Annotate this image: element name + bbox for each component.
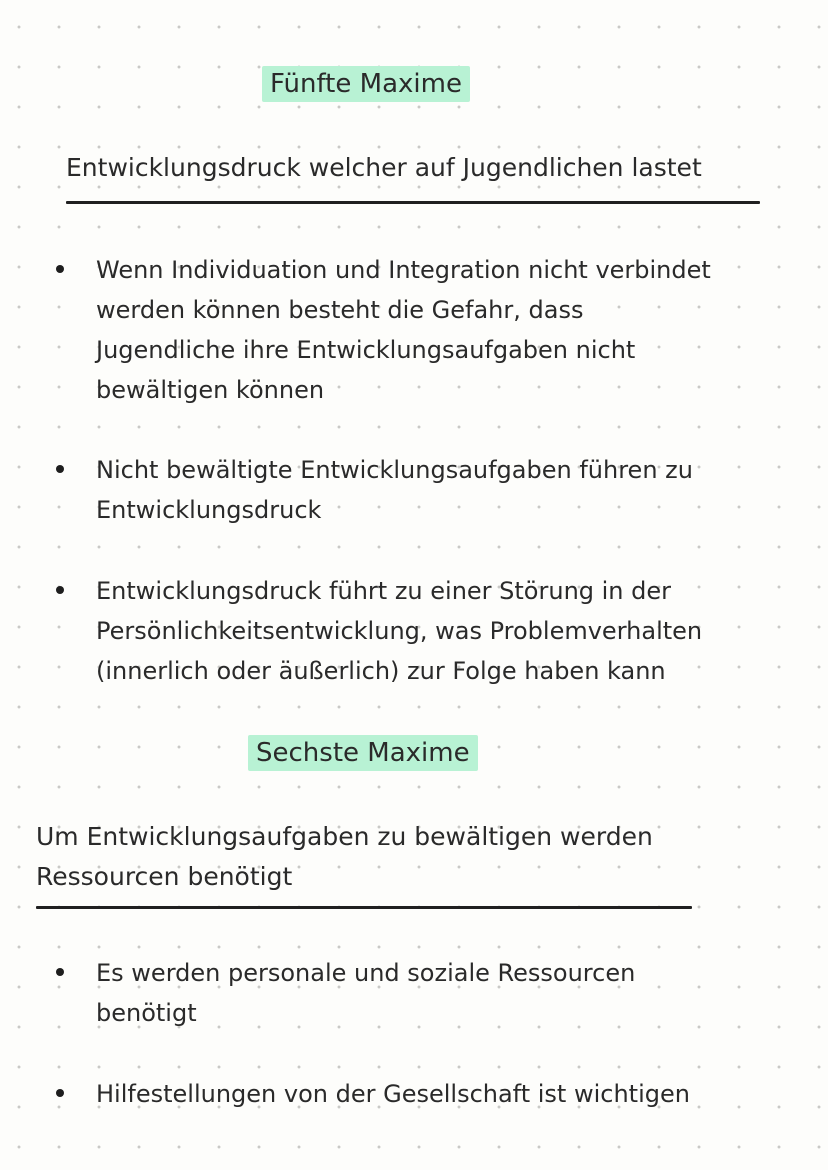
list-item: [96, 1074, 690, 1114]
list-item-line: Hilfestellungen von der Gesellschaft ist wichtigen: [96, 1080, 690, 1108]
list-item-line: Entwicklungsdruck: [96, 496, 322, 524]
subtitle-line: Um Entwicklungsaufgaben zu bewältigen werden: [36, 822, 653, 851]
list-item-line: Entwicklungsdruck führt zu einer Störung in der: [96, 577, 672, 605]
divider: [36, 906, 692, 909]
list-item-line: (innerlich oder äußerlich) zur Folge haben kann: [96, 657, 666, 685]
list-item-line: werden können besteht die Gefahr, dass: [96, 296, 584, 324]
bullet-point: [56, 1089, 64, 1097]
list-item: [96, 571, 702, 691]
bullet-point: [56, 586, 64, 594]
list-item: [96, 450, 693, 530]
list-item-line: Nicht bewältigte Entwicklungsaufgaben führen zu: [96, 456, 693, 484]
section-heading-fifth-maxim: Fünfte Maxime: [262, 66, 470, 102]
section-heading-sixth-maxim: Sechste Maxime: [248, 735, 478, 771]
bullet-point: [56, 968, 64, 976]
bullet-point: [56, 465, 64, 473]
list-item: [96, 953, 635, 1033]
list-item-line: Wenn Individuation und Integration nicht verbindet: [96, 256, 711, 284]
list-item: [96, 250, 711, 410]
section-subtitle: Entwicklungsdruck welcher auf Jugendlichen lastet: [66, 153, 702, 182]
list-item-line: bewältigen können: [96, 376, 325, 404]
list-item-line: Es werden personale und soziale Ressourcen: [96, 959, 636, 987]
list-item-line: Jugendliche ihre Entwicklungsaufgaben nicht: [96, 336, 636, 364]
subtitle-line: Ressourcen benötigt: [36, 862, 293, 891]
list-item-line: Persönlichkeitsentwicklung, was Problemverhalten: [96, 617, 703, 645]
divider: [66, 201, 760, 204]
section-subtitle: [36, 817, 653, 897]
bullet-point: [56, 265, 64, 273]
list-item-line: benötigt: [96, 999, 197, 1027]
